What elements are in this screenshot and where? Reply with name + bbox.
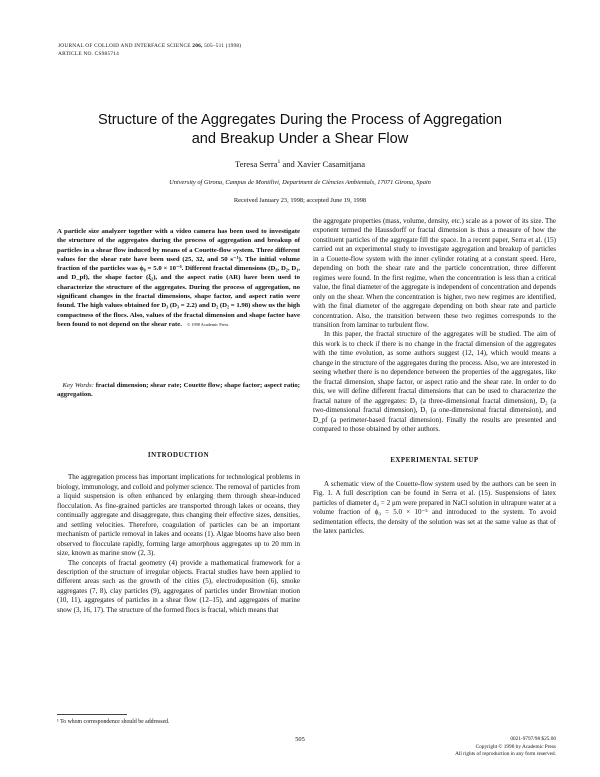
authors xyxy=(40,159,560,169)
journal-header xyxy=(58,42,241,58)
title-line-2: and Breakup Under a Shear Flow xyxy=(191,131,409,147)
journal-volume: 206, xyxy=(192,43,203,49)
abstract-text: A particle size analyzer together with a video camera has been used to investigate the structure of the aggregates during the process of aggregation and breakup of particles in a shear flow induced by means of a Couette-flow system. Three different values for the shear rate have been used (25, 32, and 50 s⁻¹). The initial volume fraction of the particles was ϕ₀ = 5.0 × 10⁻⁶. Different fractal dimensions (D₃, D₂, D₁, and D_pf), the shape factor (ξ₂), and the aspect ratio (AR) have been used to characterize the structure of the aggregates. During the process of aggregation, no significant changes in the fractal dimensions, shape factor, and aspect ratio were found. The high values obtained for D₃ (D₃ = 2.2) and D₂ (D₂ = 1.98) show us the high compactness of the flocs. Also, values of the fractal dimension and shape factor have been found to not depend on the shear rate. xyxy=(57,228,300,328)
journal-pages: 505–511 (1998) xyxy=(204,43,242,49)
keywords-label: Key Words: xyxy=(62,382,94,389)
footnote-rule xyxy=(57,714,127,715)
introduction-section xyxy=(57,451,300,615)
author-1: Teresa Serra xyxy=(234,159,278,169)
right-paragraph-3: A schematic view of the Couette-flow system used by the authors can be seen in Fig. 1. A full description can be found in Serra et al. (15). Suspensions of latex particles of diameter d₀ = 2 μm were prepared in NaCl solution in ultrapure water at a volume fraction of ϕ₀ = 5.0 × 10⁻⁵ and introduced to the system. To avoid sedimentation effects, the density of the solution was set at the same value as that of the latex particles. xyxy=(313,479,556,536)
title-line-1: Structure of the Aggregates During the Process of Aggregation xyxy=(97,112,502,128)
article-number: ARTICLE NO. CS985714 xyxy=(58,51,120,57)
right-paragraph-1: the aggregate properties (mass, volume, density, etc.) scale as a power of its size. The exponent termed the Haussdorff or fractal dimension is thus a measure of how the constituent particles of the aggregate fill the space. In a recent paper, Serra et al. (15) carried out an experimental study to investigate aggregation and breakup of particles in a Couette-flow system with the inner cylinder rotating at a constant speed. Here, depending on both the shear rate and the particle concentration, three different regimes were found. In the first regime, when the concentration is less than a critical value, the final diameter of the aggregate is independent of concentration and depends only on the shear. When the concentration is higher, two new regimes are identified, with the final diameter of the aggregate depending on both shear rate and particle concentration. Also, the transition between these two regimes corresponds to the transition from laminar to turbulent flow. xyxy=(313,217,556,329)
paper-title xyxy=(40,111,560,149)
intro-paragraph-1: The aggregation process has important implications for technological problems in biology, immunology, and colloid and polymer science. The removal of particles from a liquid suspension is often enhanced by enlarging them through shear-induced flocculation. As fine-grained particles are transported through lakes or oceans, they continually aggregate and disaggregate, thus changing their effective sizes, densities, and settling velocities. Therefore, coagulation of particles can be an important mechanism of particle removal in lakes and oceans (1). Algae blooms have also been observed to flocculate rapidly, forming large amorphous aggregates up to 20 mm in size, known as marine snow (2, 3). xyxy=(57,473,300,558)
copyright xyxy=(400,736,556,759)
author-2: and Xavier Casamitjana xyxy=(280,159,366,169)
copyright-line-2: Copyright © 1998 by Academic Press xyxy=(475,743,556,750)
copyright-line-3: All rights of reproduction in any form reserved. xyxy=(455,751,556,758)
page-number: 505 xyxy=(295,736,305,743)
abstract xyxy=(57,227,300,329)
footnote: ¹ To whom correspondence should be addressed. xyxy=(57,719,170,725)
right-paragraph-2: In this paper, the fractal structure of the aggregates will be studied. The aim of this work is to check if there is no change in the fractal dimension of the aggregates with the time evolution, as some authors suggest (12, 14), which would means a change in the structure of the aggregates during the process. Also, we are interested in seeing whether there is no dependence between the properties of the aggregates, like the fractal dimension, shape factor, or aspect ratio and the shear rate. In order to do this, we will define different fractal dimensions that can be used to characterize the fractal nature of the aggregates: D₃ (a three-dimensional fractal dimension), D₂ (a two-dimensional fractal dimension), D₁ (a one-dimensional fractal dimension), and D_pf (a perimeter-based fractal dimension). Finally the results are presented and compared to those obtained by other authors. xyxy=(313,330,556,433)
introduction-heading: INTRODUCTION xyxy=(147,452,210,459)
abstract-press: © 1998 Academic Press xyxy=(186,321,229,327)
keywords-text: fractal dimension; shear rate; Couette flow; shape factor; aspect ratio; aggregation. xyxy=(57,382,300,399)
keywords xyxy=(57,381,300,400)
intro-paragraph-2: The concepts of fractal geometry (4) provide a mathematical framework for a description of the structure of irregular objects. Fractal studies have been applied to different areas such as the growth of the cities (5), electrodeposition (6), smoke aggregates (7, 8), clay particles (9), aggregates of particles under Brownian motion (10, 11), aggregates of particles in a shear flow (12–15), and aggregates of marine snow (3, 16, 17). The structure of the formed flocs is fractal, which means that xyxy=(57,558,300,614)
journal-name: JOURNAL OF COLLOID AND INTERFACE SCIENCE xyxy=(58,43,191,49)
affiliation: University of Girona, Campus de Montilivi, Department de Ciències Ambientals, 17071 Girona, Spain xyxy=(169,179,431,186)
right-column xyxy=(313,217,556,537)
received-dates: Received January 23, 1998; accepted June 19, 1998 xyxy=(233,197,367,204)
experimental-heading: EXPERIMENTAL SETUP xyxy=(390,457,479,465)
footnote-mark: 1 xyxy=(277,159,281,166)
copyright-line-1: 0021-9797/98 $25.00 xyxy=(510,736,556,742)
